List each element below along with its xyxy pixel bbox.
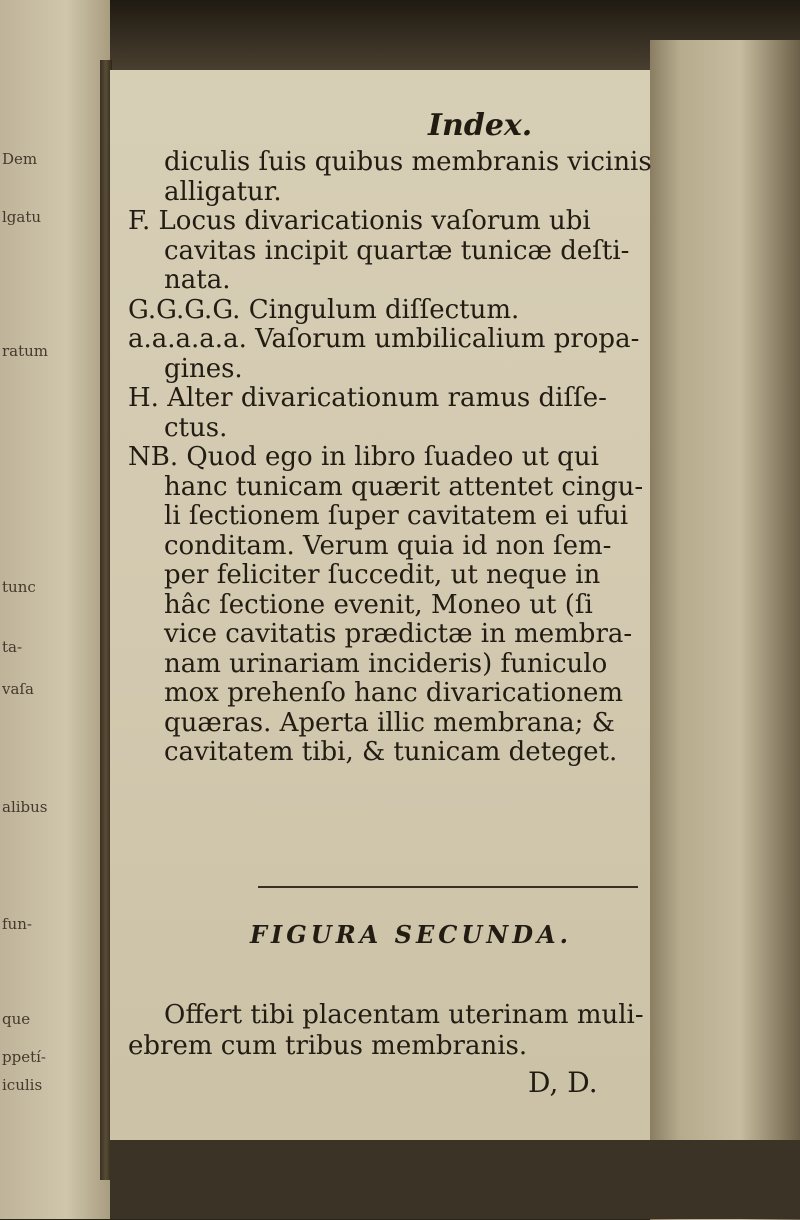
text-line: hâc ſectione evenit, Moneo ut (ſi (164, 589, 593, 620)
text-line: H. Alter divaricationum ramus diſſe- (128, 383, 607, 413)
body-text (128, 147, 652, 768)
margin-fragment: lgatu (2, 208, 42, 226)
text-line: mox prehenſo hanc divaricationem (164, 678, 624, 708)
text-line: Offert tibi placentam uterinam muli- (164, 1000, 644, 1030)
margin-fragment: alibus (2, 798, 48, 816)
right-page-edges (650, 40, 800, 1220)
text-line: cavitatem tibi, & tunicam deteget. (164, 737, 618, 767)
catchword: D, D. (528, 1066, 598, 1099)
margin-fragment: que (2, 1010, 31, 1028)
text-line: li ſectionem ſuper cavitatem ei ufui (164, 501, 629, 531)
text-line: ebrem cum tribus membranis. (128, 1031, 528, 1061)
bottom-shadow (110, 1140, 800, 1219)
text-line: a.a.a.a.a. Vaſorum umbilicalium propa- (128, 324, 640, 354)
running-header: Index. (428, 108, 533, 143)
margin-fragment: vaſa (2, 680, 34, 698)
figure-caption: FIGURA SECUNDA. (250, 920, 572, 949)
left-page-edge (0, 0, 110, 1219)
margin-fragment: iculis (2, 1076, 43, 1094)
text-line: NB. Quod ego in libro ſuadeo ut qui (128, 442, 599, 472)
margin-fragment: Dem (2, 150, 38, 168)
text-line: F. Locus divaricationis vaſorum ubi (128, 206, 591, 236)
margin-fragment: tunc (2, 578, 36, 596)
margin-fragment: ta- (2, 638, 23, 656)
margin-fragment: ppetí- (2, 1048, 46, 1066)
text-line: nata. (164, 265, 231, 295)
margin-fragment: fun- (2, 915, 32, 933)
text-line: alligatur. (164, 176, 282, 207)
text-line: gines. (164, 353, 243, 384)
text-line: ctus. (164, 412, 228, 443)
text-line: nam urinariam incideris) funiculo (164, 648, 608, 679)
text-line: diculis ſuis quibus membranis vicinis (164, 147, 652, 177)
text-line: conditam. Verum quia id non ſem- (164, 530, 612, 561)
text-line: G.G.G.G. Cingulum diſſectum. (128, 294, 520, 325)
margin-fragment: ratum (2, 342, 49, 360)
text-line: quæras. Aperta illic membrana; & (164, 707, 615, 738)
section-rule (258, 886, 638, 888)
figure-description (128, 1000, 648, 1062)
text-line: per feliciter ſuccedit, ut neque in (164, 560, 601, 590)
text-line: cavitas incipit quartæ tunicæ deſti- (164, 235, 630, 266)
text-line: vice cavitatis prædictæ in membra- (164, 619, 633, 649)
text-line: hanc tunicam quærit attentet cingu- (164, 471, 644, 502)
